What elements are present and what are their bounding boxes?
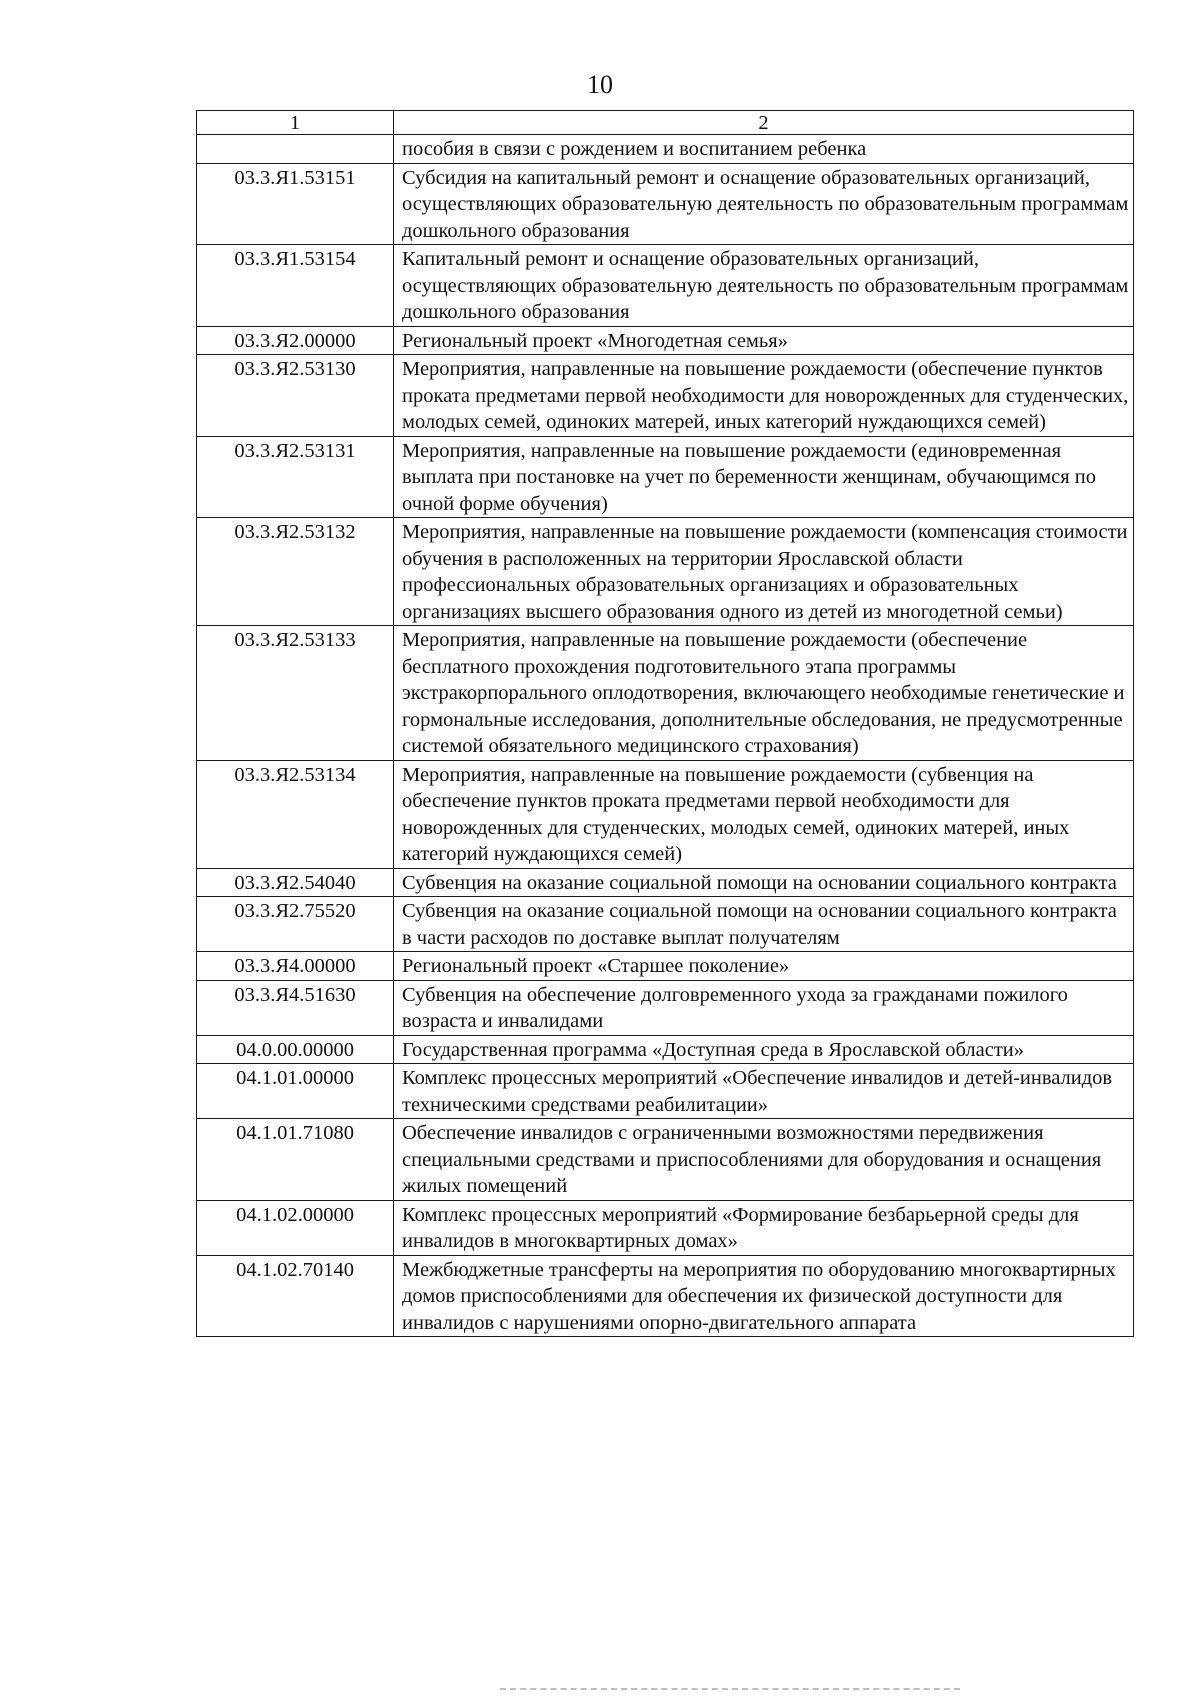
table-row [197, 1064, 1134, 1119]
row-text: Субсидия на капитальный ремонт и оснащение образовательных организаций, осуществляющих образовательную деятельность по образовательным программам дошкольного образования [394, 163, 1134, 245]
row-code: 03.3.Я2.53130 [197, 355, 394, 437]
row-code: 04.0.00.00000 [197, 1035, 394, 1064]
row-code: 03.3.Я2.54040 [197, 868, 394, 897]
table-row [197, 326, 1134, 355]
row-text: Субвенция на оказание социальной помощи на основании социального контракта в части расходов по доставке выплат получателям [394, 897, 1134, 952]
column-header-2: 2 [394, 111, 1134, 135]
scan-artifact-divider [500, 1688, 960, 1692]
row-text: Региональный проект «Старшее поколение» [394, 952, 1134, 981]
row-text: Мероприятия, направленные на повышение рождаемости (обеспечение бесплатного прохождения подготовительного этапа программы экстракорпорального оплодотворения, включающего необходимые генетические и гормональные исследования, дополнительные обследования, не предусмотренные системой обязательного медицинского страхования) [394, 626, 1134, 761]
table-row [197, 135, 1134, 164]
row-text: Субвенция на оказание социальной помощи на основании социального контракта [394, 868, 1134, 897]
row-code: 03.3.Я2.53134 [197, 760, 394, 868]
row-text: Государственная программа «Доступная среда в Ярославской области» [394, 1035, 1134, 1064]
table-row [197, 355, 1134, 437]
row-code: 03.3.Я2.00000 [197, 326, 394, 355]
row-code: 04.1.02.70140 [197, 1255, 394, 1337]
row-code: 03.3.Я4.51630 [197, 980, 394, 1035]
row-text: Мероприятия, направленные на повышение рождаемости (единовременная выплата при постановке на учет по беременности женщинам, обучающимся по очной форме обучения) [394, 436, 1134, 518]
table-row [197, 952, 1134, 981]
row-text: Мероприятия, направленные на повышение рождаемости (обеспечение пунктов проката предметами первой необходимости для новорожденных для студенческих, молодых семей, одиноких матерей, иных категорий нуждающихся семей) [394, 355, 1134, 437]
budget-classification-table [196, 110, 1134, 1337]
row-text: Региональный проект «Многодетная семья» [394, 326, 1134, 355]
row-text: Комплекс процессных мероприятий «Обеспечение инвалидов и детей-инвалидов техническими средствами реабилитации» [394, 1064, 1134, 1119]
row-code: 04.1.02.00000 [197, 1200, 394, 1255]
column-header-1: 1 [197, 111, 394, 135]
table-row [197, 868, 1134, 897]
row-text: Субвенция на обеспечение долговременного ухода за гражданами пожилого возраста и инвалидами [394, 980, 1134, 1035]
row-text: Комплекс процессных мероприятий «Формирование безбарьерной среды для инвалидов в многоквартирных домах» [394, 1200, 1134, 1255]
row-code: 03.3.Я2.75520 [197, 897, 394, 952]
table-row [197, 1119, 1134, 1201]
table-row [197, 897, 1134, 952]
row-text: пособия в связи с рождением и воспитанием ребенка [394, 135, 1134, 164]
table-row [197, 163, 1134, 245]
row-code: 03.3.Я2.53131 [197, 436, 394, 518]
table-row [197, 760, 1134, 868]
row-text: Мероприятия, направленные на повышение рождаемости (субвенция на обеспечение пунктов проката предметами первой необходимости для новорожденных для студенческих, молодых семей, одиноких матерей, иных категорий нуждающихся семей) [394, 760, 1134, 868]
row-text: Обеспечение инвалидов с ограниченными возможностями передвижения специальными средствами и приспособлениями для оборудования и оснащения жилых помещений [394, 1119, 1134, 1201]
table-row [197, 1255, 1134, 1337]
table-header-row [197, 111, 1134, 135]
table-row [197, 245, 1134, 327]
row-code: 03.3.Я4.00000 [197, 952, 394, 981]
row-code [197, 135, 394, 164]
table-row [197, 980, 1134, 1035]
row-code: 03.3.Я1.53151 [197, 163, 394, 245]
row-text: Межбюджетные трансферты на мероприятия по оборудованию многоквартирных домов приспособлениями для обеспечения их физической доступности для инвалидов с нарушениями опорно-двигательного аппарата [394, 1255, 1134, 1337]
table-row [197, 626, 1134, 761]
table-row [197, 1200, 1134, 1255]
row-text: Капитальный ремонт и оснащение образовательных организаций, осуществляющих образовательную деятельность по образовательным программам дошкольного образования [394, 245, 1134, 327]
row-text: Мероприятия, направленные на повышение рождаемости (компенсация стоимости обучения в расположенных на территории Ярославской области профессиональных образовательных организациях и образовательных организациях высшего образования одного из детей из многодетной семьи) [394, 518, 1134, 626]
page-number: 10 [587, 70, 613, 99]
row-code: 04.1.01.71080 [197, 1119, 394, 1201]
row-code: 03.3.Я2.53133 [197, 626, 394, 761]
row-code: 03.3.Я2.53132 [197, 518, 394, 626]
table-row [197, 518, 1134, 626]
table-row [197, 1035, 1134, 1064]
row-code: 03.3.Я1.53154 [197, 245, 394, 327]
row-code: 04.1.01.00000 [197, 1064, 394, 1119]
table-row [197, 436, 1134, 518]
